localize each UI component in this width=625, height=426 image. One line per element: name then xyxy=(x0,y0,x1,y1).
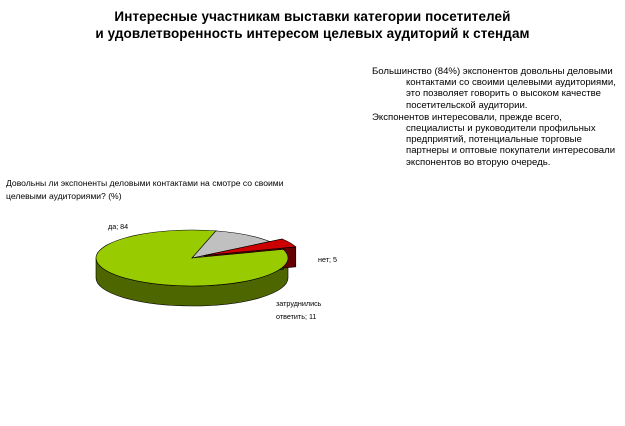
commentary-paragraph-2: Экспонентов интересовали, прежде всего, специалисты и руководители профильных предприятий, потенциальные торговые партнеры и оптовые покупатели интересовали экспонентов во вторую очередь. xyxy=(372,111,616,168)
title-line-1: Интересные участникам выставки категории посетителей xyxy=(114,9,511,24)
title-line-2: и удовлетворенность интересом целевых аудиторий к стендам xyxy=(95,26,530,41)
commentary-paragraph-1: Большинство (84%) экспонентов довольны деловыми контактами со своими целевыми аудиториями, это позволяет говорить о высоком качестве посетительской аудитории. xyxy=(372,66,616,111)
label-da: да; 84 xyxy=(108,222,129,231)
pie-layer xyxy=(96,230,296,306)
label-zatrudnilis-line1: затруднились xyxy=(276,299,322,308)
label-net: нет; 5 xyxy=(318,255,338,264)
label-zatrudnilis-line2: ответить; 11 xyxy=(276,312,317,321)
chart-title: Довольны ли экспоненты деловыми контактами на смотре со своими целевыми аудиториями? (%) xyxy=(6,178,284,201)
